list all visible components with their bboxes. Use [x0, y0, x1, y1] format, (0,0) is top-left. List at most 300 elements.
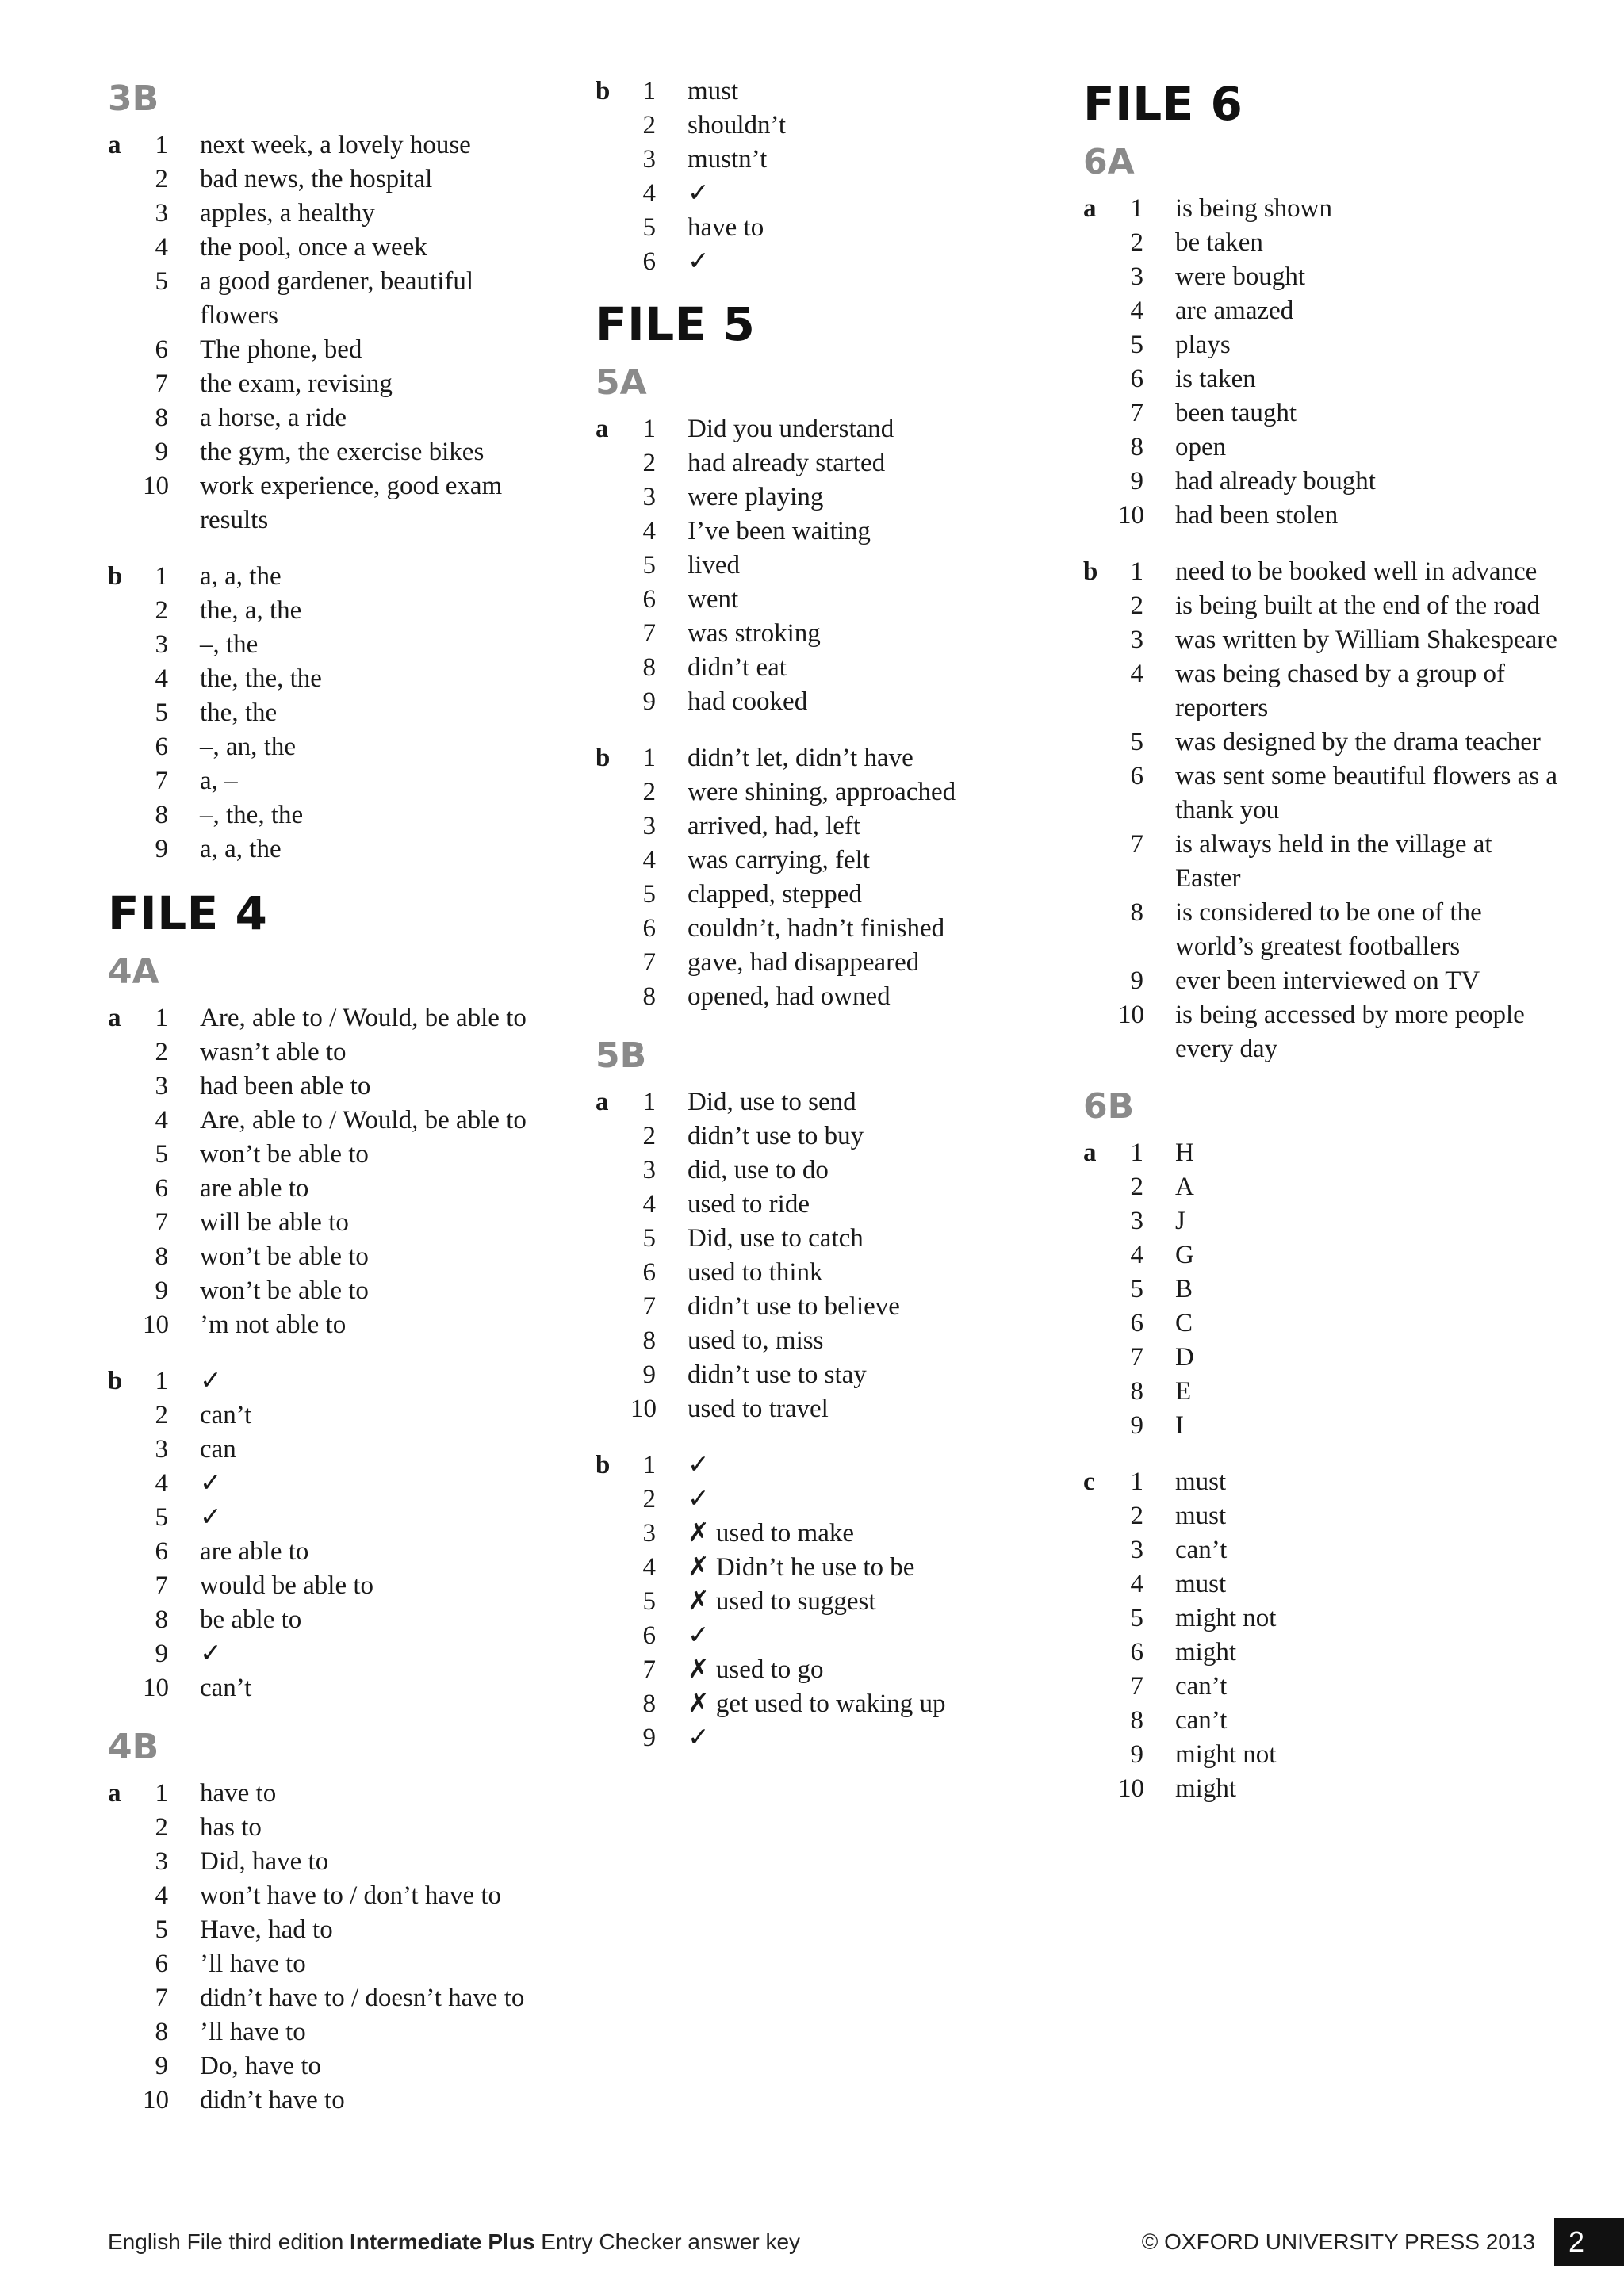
answer-row [596, 946, 1040, 980]
exercise-letter [108, 696, 143, 730]
answer-text: went [688, 585, 739, 614]
answer-text: H [1175, 1138, 1194, 1167]
answer-row [596, 685, 1040, 719]
answer-text: Are, able to / Would, be able to [200, 1106, 527, 1135]
answer-text: –, the [200, 630, 259, 659]
footer-copyright: © OXFORD UNIVERSITY PRESS 2013 [1141, 2229, 1535, 2254]
exercise-letter [1083, 396, 1118, 430]
answer-number: 4 [642, 179, 656, 208]
exercise-letter [108, 628, 143, 662]
answer-row [1083, 499, 1559, 533]
answer-number: 2 [155, 1813, 168, 1842]
answer-text: must [1175, 1468, 1227, 1496]
exercise-letter [596, 1721, 630, 1755]
exercise-letter: a [108, 131, 121, 159]
answer-row [596, 1653, 1040, 1687]
answer-text: opened, had owned [688, 982, 891, 1011]
answer-row [108, 696, 552, 730]
answer-row [108, 832, 552, 867]
answer-row [596, 741, 1040, 775]
exercise-letter [1083, 896, 1118, 964]
answer-number: 6 [1130, 1638, 1143, 1667]
answer-number: 1 [642, 415, 656, 443]
exercise-letter: b [108, 562, 123, 591]
answer-number: 6 [642, 247, 656, 276]
answer-row [108, 1947, 552, 1981]
answer-row [108, 197, 552, 231]
answer-row [596, 1551, 1040, 1585]
answer-number: 10 [1118, 1774, 1144, 1803]
answer-number: 7 [1130, 830, 1143, 859]
exercise-letter: a [108, 1004, 121, 1032]
exercise-letter [108, 1637, 143, 1671]
answer-row [596, 549, 1040, 583]
answer-number: 9 [155, 438, 168, 466]
answer-row [108, 1308, 552, 1342]
exercise-letter [108, 1603, 143, 1637]
answer-row [1083, 1670, 1559, 1704]
answer-number: 10 [143, 472, 169, 500]
exercise-letter [596, 245, 630, 279]
answer-row [108, 1399, 552, 1433]
answer-text: ✓ [200, 1503, 222, 1532]
answer-text: will be able to [200, 1208, 349, 1237]
answer-text: wasn’t able to [200, 1038, 347, 1066]
answer-row [1083, 328, 1559, 362]
exercise-letter [596, 980, 630, 1014]
answer-number: 5 [155, 267, 168, 296]
answer-number: 5 [1130, 331, 1143, 359]
answer-number: 9 [155, 2052, 168, 2080]
answer-text: clapped, stepped [688, 880, 862, 909]
answer-text: The phone, bed [200, 335, 362, 364]
answer-text: plays [1175, 331, 1231, 359]
answer-number: 7 [155, 369, 168, 398]
answer-row [596, 980, 1040, 1014]
answer-text: I [1175, 1411, 1184, 1440]
answer-number: 8 [1130, 1706, 1143, 1735]
answer-text: must [1175, 1502, 1227, 1530]
answer-number: 4 [1130, 1241, 1143, 1269]
answer-row [108, 128, 552, 163]
answer-text: can’t [1175, 1536, 1228, 1564]
answer-row [108, 1035, 552, 1070]
exercise-letter [108, 1671, 143, 1705]
exercise-letter [596, 1585, 630, 1619]
answer-text: Did, have to [200, 1847, 329, 1876]
answer-row [108, 1240, 552, 1274]
exercise-letter [108, 1274, 143, 1308]
answer-text: can’t [1175, 1672, 1228, 1701]
answer-text: J [1175, 1207, 1185, 1235]
answer-number: 10 [1118, 1001, 1144, 1029]
exercise-letter [1083, 828, 1118, 896]
answer-number: 8 [155, 2018, 168, 2046]
answer-row [1083, 1238, 1559, 1272]
answer-text: ✓ [688, 1451, 710, 1479]
answer-row [1083, 1499, 1559, 1533]
answer-row [1083, 1533, 1559, 1567]
page-footer [108, 2225, 1624, 2260]
answer-row [108, 435, 552, 469]
answer-text: a, – [200, 767, 238, 795]
exercise-letter [596, 1324, 630, 1358]
answer-text: mustn’t [688, 145, 768, 174]
exercise-letter [108, 730, 143, 764]
answer-number: 5 [1130, 1275, 1143, 1303]
answer-number: 2 [1130, 1173, 1143, 1201]
exercise-letter [108, 662, 143, 696]
exercise-letter [1083, 1272, 1118, 1307]
exercise-letter: b [1083, 557, 1098, 586]
exercise-letter [108, 1569, 143, 1603]
exercise-letter [108, 2015, 143, 2049]
answer-number: 6 [1130, 762, 1143, 790]
answer-row [108, 1637, 552, 1671]
answer-number: 2 [155, 596, 168, 625]
exercise-letter [108, 401, 143, 435]
answer-text: next week, a lovely house [200, 131, 471, 159]
answer-number: 2 [1130, 591, 1143, 620]
answer-number: 8 [1130, 1377, 1143, 1406]
answer-row [1083, 1307, 1559, 1341]
exercise-letter [596, 1256, 630, 1290]
answer-text: can’t [200, 1674, 252, 1702]
answer-number: 5 [642, 213, 656, 242]
answer-text: ✓ [688, 247, 710, 276]
answer-number: 3 [1130, 626, 1143, 654]
answer-number: 5 [1130, 1604, 1143, 1632]
exercise-letter [596, 211, 630, 245]
answer-text: –, an, the [200, 733, 296, 761]
exercise-letter [108, 1467, 143, 1501]
answer-text: gave, had disappeared [688, 948, 920, 977]
answer-text: didn’t have to [200, 2086, 345, 2114]
answer-text: the, the [200, 698, 278, 727]
answer-text: is considered to be one of the world’s greatest footballers [1175, 898, 1482, 961]
exercise-letter [1083, 1341, 1118, 1375]
exercise-letter [596, 109, 630, 143]
answer-group [1083, 1465, 1559, 1806]
answer-text: had already started [688, 449, 886, 477]
answer-row [1083, 362, 1559, 396]
answer-number: 10 [630, 1395, 657, 1423]
answer-group [596, 412, 1040, 719]
exercise-letter [108, 231, 143, 265]
answer-row [108, 367, 552, 401]
answer-row [108, 231, 552, 265]
section-heading: 4A [108, 951, 159, 992]
answer-number: 1 [1130, 194, 1143, 223]
answer-number: 8 [1130, 433, 1143, 461]
answer-row [1083, 589, 1559, 623]
answer-row [596, 1585, 1040, 1619]
file-heading: FILE 4 [108, 886, 268, 940]
answer-number: 6 [155, 1174, 168, 1203]
exercise-letter [1083, 623, 1118, 657]
answer-text: might not [1175, 1740, 1277, 1769]
answer-row [1083, 192, 1559, 226]
answer-row [1083, 396, 1559, 430]
answer-number: 4 [642, 1190, 656, 1219]
answer-row [596, 1256, 1040, 1290]
exercise-letter [1083, 1307, 1118, 1341]
exercise-letter [1083, 260, 1118, 294]
exercise-letter [596, 844, 630, 878]
answer-row [1083, 260, 1559, 294]
answer-text: ✗ used to go [688, 1655, 824, 1684]
exercise-letter [108, 469, 143, 538]
answer-text: might [1175, 1774, 1237, 1803]
answer-row [1083, 1136, 1559, 1170]
answer-number: 8 [155, 1605, 168, 1634]
answer-number: 5 [642, 1587, 656, 1616]
answer-number: 7 [642, 1655, 656, 1684]
answer-text: arrived, had, left [688, 812, 861, 840]
answer-text: Do, have to [200, 2052, 322, 2080]
section-heading: 6B [1083, 1086, 1135, 1127]
answer-text: were bought [1175, 262, 1306, 291]
answer-text: open [1175, 433, 1227, 461]
answer-row [596, 583, 1040, 617]
exercise-letter [596, 809, 630, 844]
exercise-letter [1083, 1704, 1118, 1738]
answer-row [1083, 1204, 1559, 1238]
answer-row [1083, 1772, 1559, 1806]
answer-number: 3 [642, 812, 656, 840]
answer-text: ✓ [688, 179, 710, 208]
answer-text: a, a, the [200, 835, 282, 863]
answer-row [596, 1619, 1040, 1653]
answer-row [108, 1879, 552, 1913]
exercise-letter [108, 1501, 143, 1535]
answer-number: 7 [1130, 399, 1143, 427]
answer-text: must [688, 77, 739, 105]
answer-number: 6 [642, 585, 656, 614]
answer-number: 10 [143, 1311, 169, 1339]
section-heading: 6A [1083, 142, 1135, 182]
answer-text: ’ll have to [200, 1950, 306, 1978]
answer-number: 9 [642, 1360, 656, 1389]
exercise-letter [596, 651, 630, 685]
answer-number: 1 [155, 562, 168, 591]
exercise-letter [596, 1483, 630, 1517]
column-3 [1083, 0, 1559, 1828]
answer-text: is being built at the end of the road [1175, 591, 1541, 620]
exercise-letter [596, 177, 630, 211]
exercise-letter [108, 1399, 143, 1433]
exercise-letter [108, 2084, 143, 2118]
answer-number: 3 [642, 145, 656, 174]
answer-row [1083, 430, 1559, 465]
answer-text: might [1175, 1638, 1237, 1667]
answer-row [596, 617, 1040, 651]
answer-number: 9 [1130, 1411, 1143, 1440]
answer-row [596, 1392, 1040, 1426]
answer-text: been taught [1175, 399, 1297, 427]
answer-number: 8 [155, 1242, 168, 1271]
answer-group [596, 1085, 1040, 1426]
answer-row [108, 1070, 552, 1104]
answer-number: 5 [642, 1224, 656, 1253]
exercise-letter [108, 764, 143, 798]
exercise-letter [596, 685, 630, 719]
answer-number: 1 [642, 77, 656, 105]
answer-text: –, the, the [200, 801, 304, 829]
answer-row [596, 809, 1040, 844]
footer-suffix: Entry Checker answer key [534, 2229, 801, 2254]
answer-row [108, 1172, 552, 1206]
exercise-letter [1083, 998, 1118, 1066]
answer-number: 5 [642, 551, 656, 580]
answer-row [108, 1104, 552, 1138]
exercise-letter [1083, 725, 1118, 760]
answer-number: 6 [155, 733, 168, 761]
answer-number: 2 [642, 449, 656, 477]
answer-row [1083, 964, 1559, 998]
answer-text: need to be booked well in advance [1175, 557, 1538, 586]
answer-row [596, 1119, 1040, 1154]
answer-row [596, 109, 1040, 143]
exercise-letter [108, 1879, 143, 1913]
exercise-letter [108, 367, 143, 401]
answer-row [108, 730, 552, 764]
answer-number: 6 [155, 1950, 168, 1978]
answer-text: D [1175, 1343, 1194, 1372]
exercise-letter [596, 1154, 630, 1188]
answer-text: was being chased by a group of reporters [1175, 660, 1506, 722]
answer-row [596, 412, 1040, 446]
exercise-letter [108, 1433, 143, 1467]
answer-text: are able to [200, 1174, 309, 1203]
answer-text: E [1175, 1377, 1192, 1406]
answer-number: 5 [1130, 728, 1143, 756]
answer-number: 7 [1130, 1672, 1143, 1701]
answer-number: 9 [155, 835, 168, 863]
exercise-letter: a [596, 1088, 609, 1116]
answer-text: is being accessed by more people every day [1175, 1001, 1525, 1063]
exercise-letter [596, 617, 630, 651]
answer-number: 1 [642, 744, 656, 772]
answer-row [596, 480, 1040, 515]
exercise-letter [1083, 362, 1118, 396]
answer-text: the, the, the [200, 664, 322, 693]
answer-text: ’ll have to [200, 2018, 306, 2046]
answer-text: was carrying, felt [688, 846, 870, 874]
answer-number: 4 [1130, 660, 1143, 688]
answer-row [108, 1274, 552, 1308]
answer-text: was sent some beautiful flowers as a thank you [1175, 762, 1558, 825]
answer-number: 3 [155, 1435, 168, 1464]
answer-text: didn’t have to / doesn’t have to [200, 1984, 525, 2012]
answer-text: couldn’t, hadn’t finished [688, 914, 945, 943]
answer-number: 4 [1130, 297, 1143, 325]
answer-number: 10 [1118, 501, 1144, 530]
column-1 [108, 0, 552, 2140]
answer-text: apples, a healthy [200, 199, 375, 228]
answer-row [1083, 294, 1559, 328]
exercise-letter: b [596, 1451, 611, 1479]
answer-row [108, 662, 552, 696]
answer-number: 3 [642, 1156, 656, 1184]
answer-row [108, 469, 552, 538]
answer-row [1083, 1738, 1559, 1772]
exercise-letter [108, 1172, 143, 1206]
answer-number: 2 [1130, 1502, 1143, 1530]
exercise-letter [1083, 1772, 1118, 1806]
answer-row [108, 1777, 552, 1811]
footer-title [108, 2225, 800, 2260]
answer-text: were shining, approached [688, 778, 956, 806]
exercise-letter: a [1083, 194, 1097, 223]
answer-number: 1 [155, 1779, 168, 1808]
answer-text: be able to [200, 1605, 302, 1634]
answer-text: have to [688, 213, 764, 242]
exercise-letter [596, 1222, 630, 1256]
answer-text: didn’t use to buy [688, 1122, 864, 1150]
answer-number: 4 [155, 1106, 168, 1135]
answer-number: 5 [642, 880, 656, 909]
answer-row [108, 1603, 552, 1637]
answer-row [596, 75, 1040, 109]
answer-row [108, 163, 552, 197]
exercise-letter [596, 1188, 630, 1222]
answer-row [596, 651, 1040, 685]
answer-row [108, 1913, 552, 1947]
answer-row [596, 1687, 1040, 1721]
answer-text: the pool, once a week [200, 233, 427, 262]
answer-text: are amazed [1175, 297, 1294, 325]
answer-row [108, 764, 552, 798]
answer-row [108, 1981, 552, 2015]
answer-number: 9 [1130, 1740, 1143, 1769]
answer-number: 3 [1130, 1536, 1143, 1564]
exercise-letter [108, 1206, 143, 1240]
exercise-letter [108, 1947, 143, 1981]
answer-text: was stroking [688, 619, 821, 648]
answer-number: 6 [642, 914, 656, 943]
answer-number: 3 [155, 1847, 168, 1876]
exercise-letter [596, 1119, 630, 1154]
answer-text: lived [688, 551, 740, 580]
exercise-letter [596, 912, 630, 946]
answer-number: 2 [155, 1401, 168, 1429]
answer-row [108, 333, 552, 367]
answer-row [596, 1517, 1040, 1551]
exercise-letter [1083, 1375, 1118, 1409]
exercise-letter [1083, 657, 1118, 725]
answer-number: 7 [155, 767, 168, 795]
answer-text: I’ve been waiting [688, 517, 871, 545]
exercise-letter [1083, 1409, 1118, 1443]
file-heading: FILE 6 [1083, 77, 1243, 131]
answer-number: 6 [642, 1258, 656, 1287]
answer-number: 6 [1130, 365, 1143, 393]
answer-number: 5 [155, 1503, 168, 1532]
answer-text: are able to [200, 1537, 309, 1566]
exercise-letter [596, 583, 630, 617]
answer-group [596, 1448, 1040, 1755]
answer-row [108, 1364, 552, 1399]
exercise-letter [108, 265, 143, 333]
answer-row [108, 560, 552, 594]
answer-row [1083, 896, 1559, 964]
exercise-letter [596, 446, 630, 480]
answer-number: 2 [1130, 228, 1143, 257]
answer-number: 4 [642, 846, 656, 874]
answer-text: had cooked [688, 687, 808, 716]
answer-number: 5 [155, 698, 168, 727]
